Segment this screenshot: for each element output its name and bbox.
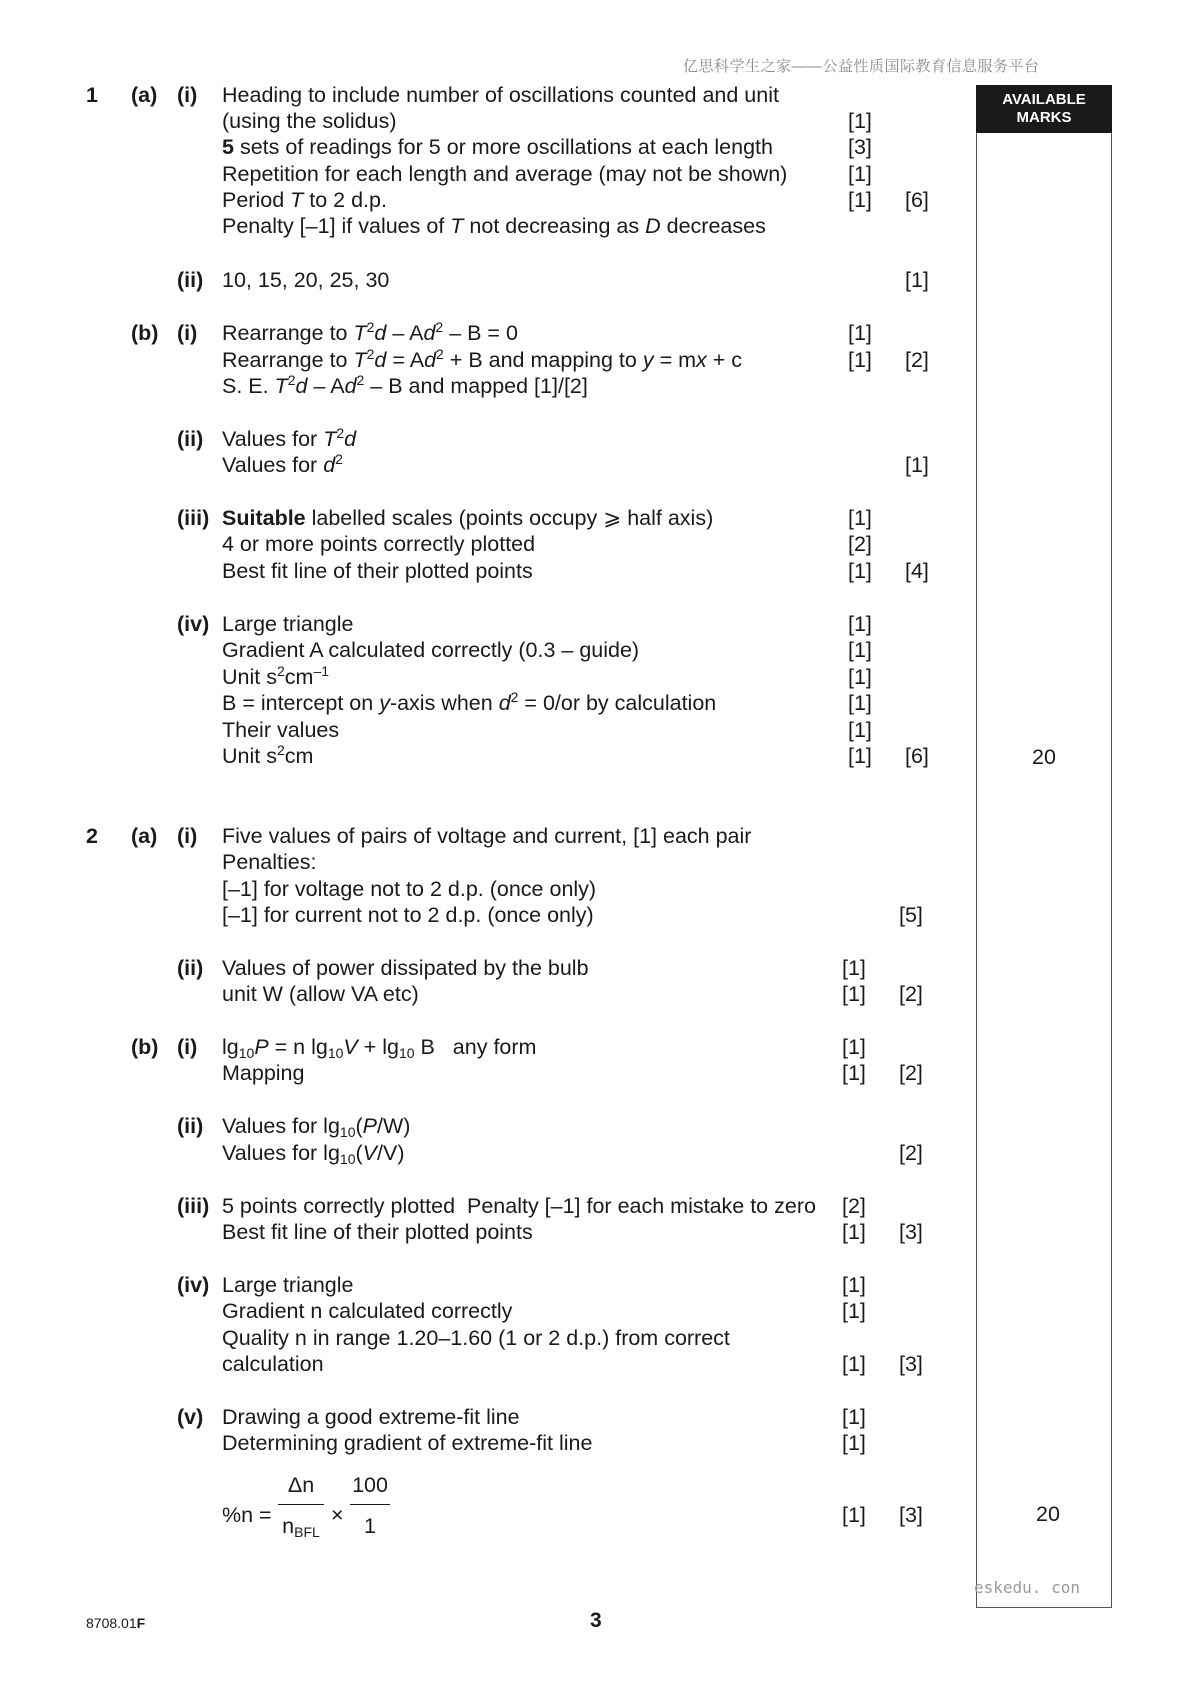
q2bv-line-2: Determining gradient of extreme-fit line: [222, 1431, 593, 1455]
q1ai-mark-2: [3]: [848, 135, 872, 159]
q1aii-total: [1]: [905, 268, 929, 292]
q2biii-total: [3]: [899, 1220, 923, 1244]
q1aii-label: (ii): [177, 268, 204, 292]
q1biv-mark-5: [1]: [848, 718, 872, 742]
header-watermark: 亿思科学生之家——公益性质国际教育信息服务平台: [683, 58, 1040, 75]
q2biv-mark-2: [1]: [842, 1299, 866, 1323]
formula-lhs: %n =: [222, 1503, 272, 1527]
q1biv-mark-1: [1]: [848, 612, 872, 636]
q1b-label: (b): [131, 321, 159, 345]
q2biii-mark-2: [1]: [842, 1220, 866, 1244]
footer-watermark: eskedu. con: [974, 1578, 1080, 1597]
q1ai-line-4: Repetition for each length and average (may not be shown): [222, 162, 788, 186]
q2bii-total: [2]: [899, 1141, 923, 1165]
q1ai-line-2: (using the solidus): [222, 109, 397, 133]
q1-number: 1: [86, 83, 98, 107]
q1bi-line-2: Rearrange to $T^2d = Ad^2 + B$ and mapping to y = mx + c: [222, 346, 743, 372]
q2biv-line-2: Gradient n calculated correctly: [222, 1299, 513, 1323]
q2aii-line-2: unit W (allow VA etc): [222, 982, 419, 1006]
q2bv-label: (v): [177, 1405, 204, 1429]
q1ai-line-6: Penalty [–1] if values of T not decreasing as D decreases: [222, 214, 766, 238]
q2bv-line-1: Drawing a good extreme-fit line: [222, 1405, 520, 1429]
q1bii-label: (ii): [177, 427, 204, 451]
available-marks-header: AVAILABLE MARKS: [976, 85, 1112, 133]
q1bi-label: (i): [177, 321, 198, 345]
q2bv-mark-1: [1]: [842, 1405, 866, 1429]
q2bi-mark-1: [1]: [842, 1035, 866, 1059]
q1bii-line-1: Values for $T^2d$: [222, 425, 357, 451]
formula-100: 100: [352, 1473, 388, 1497]
q1biii-label: (iii): [177, 506, 210, 530]
q2bv-total: [3]: [899, 1503, 923, 1527]
formula-1: 1: [364, 1514, 376, 1538]
q2biv-line-1: Large triangle: [222, 1273, 354, 1297]
q1biv-line-2: Gradient A calculated correctly (0.3 – guide): [222, 638, 640, 662]
q2biv-mark-3: [1]: [842, 1352, 866, 1376]
q1bi-total: [2]: [905, 348, 929, 372]
page-number: 3: [590, 1609, 602, 1632]
q2bi-mark-2: [1]: [842, 1061, 866, 1085]
q2bi-line-2: Mapping: [222, 1061, 305, 1085]
q2ai-line-2: Penalties:: [222, 850, 317, 874]
q1bi-mark-2: [1]: [848, 348, 872, 372]
q2ai-line-1: Five values of pairs of voltage and current, [1] each pair: [222, 824, 752, 848]
q1biv-line-1: Large triangle: [222, 612, 354, 636]
q1a-label: (a): [131, 83, 158, 107]
q2biv-total: [3]: [899, 1352, 923, 1376]
q2-number: 2: [86, 824, 98, 848]
q2ai-line-3: [–1] for voltage not to 2 d.p. (once only): [222, 877, 597, 901]
q2aii-total: [2]: [899, 982, 923, 1006]
q2bii-line-1: Values for $\lg_{10}(P/W)$: [222, 1114, 411, 1140]
q2ai-label: (i): [177, 824, 198, 848]
q1ai-line-1: Heading to include number of oscillations counted and unit: [222, 83, 779, 107]
q1biv-line-6: Unit $s^2cm$: [222, 742, 314, 768]
q1biv-mark-3: [1]: [848, 665, 872, 689]
formula-n-bfl: $n_{BFL}$: [282, 1514, 320, 1540]
q1biv-label: (iv): [177, 612, 210, 636]
available-marks-column: [976, 85, 1112, 1608]
q2bv-mark-3: [1]: [842, 1503, 866, 1527]
q2biv-line-3: Quality n in range 1.20–1.60 (1 or 2 d.p.) from correct: [222, 1326, 730, 1350]
q1biii-line-3: Best fit line of their plotted points: [222, 559, 533, 583]
q1biv-mark-4: [1]: [848, 691, 872, 715]
q1ai-line-5: Period T to 2 d.p.: [222, 188, 387, 212]
q2a-label: (a): [131, 824, 158, 848]
q1biv-line-3: Unit $s^2cm^{-1}$: [222, 663, 330, 689]
formula-delta-n: Δn: [287, 1473, 315, 1497]
q2b-label: (b): [131, 1035, 159, 1059]
q1bi-mark-1: [1]: [848, 321, 872, 345]
q2biv-line-4: calculation: [222, 1352, 324, 1376]
q1ai-label: (i): [177, 83, 198, 107]
q1biii-line-2: 4 or more points correctly plotted: [222, 532, 536, 556]
q1biv-line-5: Their values: [222, 718, 340, 742]
q2biv-label: (iv): [177, 1273, 210, 1297]
q2biv-mark-1: [1]: [842, 1273, 866, 1297]
q2biii-line-2: Best fit line of their plotted points: [222, 1220, 533, 1244]
q2biii-mark-1: [2]: [842, 1194, 866, 1218]
q2aii-mark-1: [1]: [842, 956, 866, 980]
q1ai-mark-1: [1]: [848, 109, 872, 133]
q1biv-mark-6: [1]: [848, 744, 872, 768]
q2aii-label: (ii): [177, 956, 204, 980]
footer-paper-code: 8708.01F: [86, 1615, 146, 1631]
q1bi-line-3: S. E. $T^2d - Ad^2$ – B and mapped [1]/[2]: [222, 372, 588, 398]
q2bii-label: (ii): [177, 1114, 204, 1138]
q1ai-total: [6]: [905, 188, 929, 212]
q1biv-line-4: B = intercept on y-axis when $d^2 = 0/or$ by calculation: [222, 689, 717, 715]
formula-times: ×: [331, 1503, 344, 1527]
q2aii-mark-2: [1]: [842, 982, 866, 1006]
q2biii-line-1: 5 points correctly plotted Penalty [–1] for each mistake to zero: [222, 1194, 816, 1218]
q1biii-total: [4]: [905, 559, 929, 583]
q1-available-total: 20: [1032, 745, 1056, 769]
q2bii-line-2: Values for $\lg_{10}(V/V)$: [222, 1141, 405, 1167]
q1ai-mark-3: [1]: [848, 162, 872, 186]
q1biv-mark-2: [1]: [848, 638, 872, 662]
q1ai-mark-4: [1]: [848, 188, 872, 212]
q1biv-total: [6]: [905, 744, 929, 768]
q1biii-mark-1: [1]: [848, 506, 872, 530]
q1bii-total: [1]: [905, 453, 929, 477]
formula-fraction-1: [278, 1472, 324, 1539]
q2-available-total: 20: [1036, 1502, 1060, 1526]
q2biii-label: (iii): [177, 1194, 210, 1218]
q1biii-mark-2: [2]: [848, 532, 872, 556]
q2ai-total: [5]: [899, 903, 923, 927]
q2bi-line-1: $\lg_{10}P = n$ $\lg_{10}V + \lg_{10} B$ any form: [222, 1035, 537, 1061]
q2aii-line-1: Values of power dissipated by the bulb: [222, 956, 589, 980]
q2bi-total: [2]: [899, 1061, 923, 1085]
q1bi-line-1: Rearrange to $T^2d - Ad^2 - B = 0$: [222, 319, 518, 345]
formula-fraction-2: [350, 1472, 390, 1539]
q2bv-mark-2: [1]: [842, 1431, 866, 1455]
q1biii-line-1: Suitable labelled scales (points occupy ⩾ half axis): [222, 506, 714, 530]
q1ai-line-3: 5 sets of readings for 5 or more oscillations at each length: [222, 135, 773, 159]
q1biii-mark-3: [1]: [848, 559, 872, 583]
q1aii-text: 10, 15, 20, 25, 30: [222, 268, 390, 292]
q2ai-line-4: [–1] for current not to 2 d.p. (once only): [222, 903, 594, 927]
q1bii-line-2: Values for $d^2$: [222, 451, 343, 477]
q2bi-label: (i): [177, 1035, 198, 1059]
